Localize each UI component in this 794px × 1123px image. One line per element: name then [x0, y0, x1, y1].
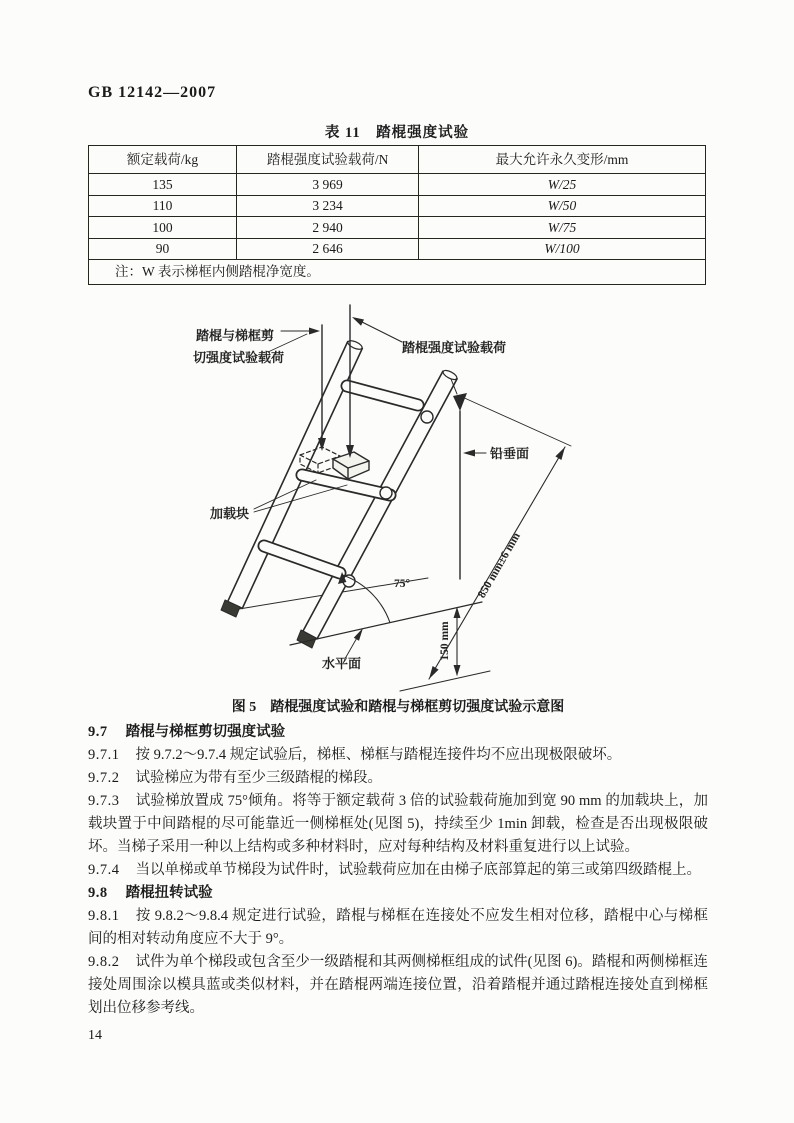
- dimension-150: [454, 607, 461, 676]
- table-cell: 110: [89, 195, 237, 217]
- table-note: 注：W 表示梯框内侧踏棍净宽度。: [89, 260, 706, 285]
- table-row: [89, 174, 706, 196]
- table-cell: W/75: [419, 217, 706, 239]
- table-header-row: [89, 146, 706, 174]
- label-load-block: 加载块: [210, 506, 250, 521]
- section-number: 9.8.2: [88, 954, 120, 970]
- table-cell: W/100: [419, 238, 706, 260]
- section-text: 试验梯放置成 75°倾角。将等于额定载荷 3 倍的试验载荷施加到宽 90 mm 的加载块上，加载块置于中间踏棍的尽可能靠近一侧梯框处(见图 5)，持续至少 1min 卸载，检查是否出现极限破坏。当梯子采用一种以上结构或多种材料时，应对每种结构及材料重复进行以上试验。: [88, 793, 708, 855]
- table-cell: W/50: [419, 195, 706, 217]
- strength-label-leader: [352, 317, 402, 342]
- label-shear-load-2: 切强度试验载荷: [193, 350, 285, 365]
- section-number: 9.7.3: [88, 793, 120, 809]
- figure-5-diagram: [150, 295, 670, 695]
- section-heading-9-8: [88, 882, 708, 905]
- table-row: [89, 195, 706, 217]
- section-number: 9.8: [88, 885, 108, 901]
- table-cell: 100: [89, 217, 237, 239]
- ladder-test-diagram: [150, 295, 670, 695]
- section-number: 9.7: [88, 724, 108, 740]
- label-strength-load: 踏棍强度试验载荷: [402, 340, 507, 355]
- label-dim-150: 150 mm: [439, 621, 451, 661]
- section-paragraph-9-8-2: [88, 951, 708, 1020]
- section-text: 当以单梯或单节梯段为试件时，试验载荷应加在由梯子底部算起的第三或第四级踏棍上。: [135, 862, 701, 878]
- plumb-line: [451, 379, 467, 579]
- section-text: 试件为单个梯段或包含至少一级踏棍和其两侧梯框组成的试件(见图 6)。踏棍和两侧梯框连接处周围涂以模具蓝或类似材料，并在踏棍两端连接位置，沿着踏棍并通过踏棍连接处直到梯框划出位移参考线。: [88, 954, 708, 1016]
- label-plumb-plane: 铅垂面: [490, 446, 530, 461]
- table-header-cell: 最大允许永久变形/mm: [419, 146, 706, 174]
- label-horizontal-plane: 水平面: [322, 656, 362, 671]
- section-text: 踏棍扭转试验: [125, 885, 213, 901]
- rung-strength-table: [88, 145, 706, 285]
- table-cell: 90: [89, 238, 237, 260]
- body-text: [88, 696, 708, 1020]
- standard-number: GB 12142—2007: [88, 84, 217, 101]
- plumb-label-leader: [463, 450, 486, 457]
- table-header-cell: 额定载荷/kg: [89, 146, 237, 174]
- table-note-row: [89, 260, 706, 285]
- table-cell: 135: [89, 174, 237, 196]
- section-text: 按 9.7.2～9.7.4 规定试验后，梯框、梯框与踏棍连接件均不应出现极限破坏。: [135, 747, 622, 763]
- reference-line: [400, 671, 490, 691]
- section-number: 9.7.4: [88, 862, 120, 878]
- section-number: 9.8.1: [88, 908, 120, 924]
- table-header-cell: 踏棍强度试验载荷/N: [237, 146, 419, 174]
- table-cell: 2 646: [237, 238, 419, 260]
- section-paragraph-9-7-3: [88, 790, 708, 859]
- section-text: 按 9.8.2～9.8.4 规定进行试验，踏棍与梯框在连接处不应发生相对位移，踏棍中心与梯框间的相对转动角度应不大于 9°。: [88, 908, 708, 947]
- label-dim-850: 850 mm±6 mm: [475, 530, 523, 601]
- table-title: 表 11 踏棍强度试验: [324, 125, 470, 141]
- section-paragraph-9-7-4: [88, 859, 708, 882]
- shear-label-leader: [268, 328, 320, 353]
- table-cell: 3 234: [237, 195, 419, 217]
- table-row: [89, 217, 706, 239]
- section-heading-9-7: [88, 721, 708, 744]
- section-paragraph-9-7-2: [88, 767, 708, 790]
- figure-caption: 图 5 踏棍强度试验和踏棍与梯框剪切强度试验示意图: [231, 700, 565, 715]
- page-number: 14: [88, 1028, 102, 1043]
- section-text: 踏棍与梯框剪切强度试验: [125, 724, 286, 740]
- section-text: 试验梯应为带有至少三级踏棍的梯段。: [135, 770, 382, 786]
- table-cell: 2 940: [237, 217, 419, 239]
- section-paragraph-9-8-1: [88, 905, 708, 951]
- table-cell: W/25: [419, 174, 706, 196]
- label-shear-load-1: 踏棍与梯框剪: [196, 328, 275, 343]
- table-row: [89, 238, 706, 260]
- section-paragraph-9-7-1: [88, 744, 708, 767]
- section-number: 9.7.2: [88, 770, 120, 786]
- table-cell: 3 969: [237, 174, 419, 196]
- label-angle: 75°: [394, 578, 411, 590]
- section-number: 9.7.1: [88, 747, 120, 763]
